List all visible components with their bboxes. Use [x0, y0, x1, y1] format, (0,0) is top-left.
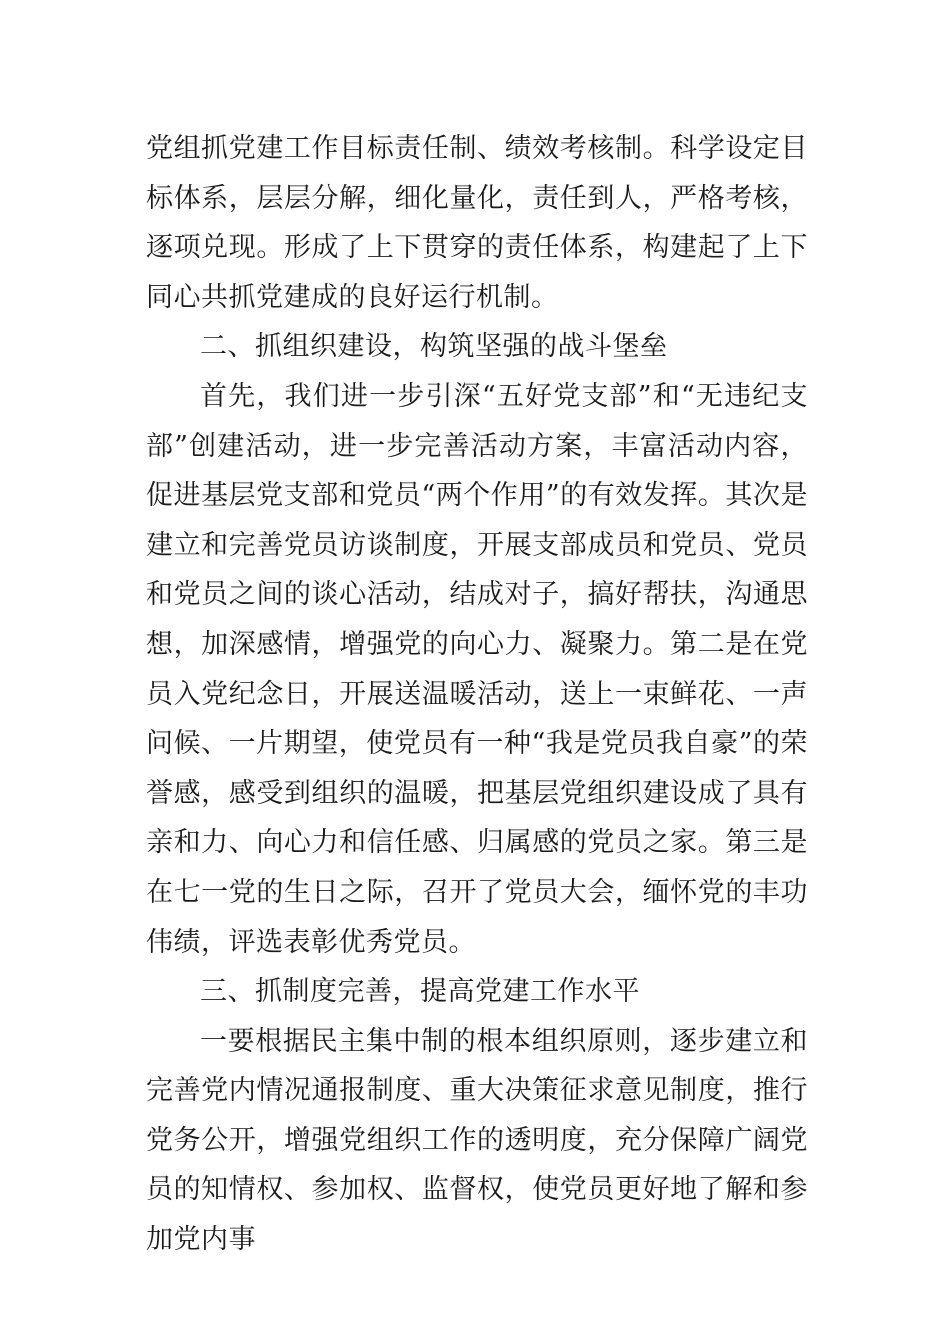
paragraph-system: 一要根据民主集中制的根本组织原则，逐步建立和完善党内情况通报制度、重大决策征求意见制度，推行党务公开，增强党组织工作的透明度，充分保障广阔党员的知情权、参加权、监督权，使党员更好地了解和参加党内事: [146, 1025, 808, 1256]
document-body: [146, 124, 808, 1265]
paragraph-organization: 首先，我们进一步引深“五好党支部”和“无违纪支部”创建活动，进一步完善活动方案，丰富活动内容，促进基层党支部和党员“两个作用”的有效发挥。其次是建立和完善党员访谈制度，开展支部成员和党员、党员和党员之间的谈心活动，结成对子，搞好帮扶，沟通思想，加深感情，增强党的向心力、凝聚力。第二是在党员入党纪念日，开展送温暖活动，送上一束鲜花、一声问候、一片期望，使党员有一种“我是党员我自豪”的荣誉感，感受到组织的温暖，把基层党组织建设成了具有亲和力、向心力和信任感、归属感的党员之家。第三是在七一党的生日之际，召开了党员大会，缅怀党的丰功伟绩，评选表彰优秀党员。: [146, 380, 808, 958]
paragraph-continuation: 党组抓党建工作目标责任制、绩效考核制。科学设定目标体系，层层分解，细化量化，责任到人，严格考核，逐项兑现。形成了上下贯穿的责任体系，构建起了上下同心共抓党建成的良好运行机制。: [146, 133, 808, 313]
section-heading-system: 三、抓制度完善，提高党建工作水平: [200, 976, 640, 1008]
section-heading-organization: 二、抓组织建设，构筑坚强的战斗堡垒: [200, 331, 668, 363]
